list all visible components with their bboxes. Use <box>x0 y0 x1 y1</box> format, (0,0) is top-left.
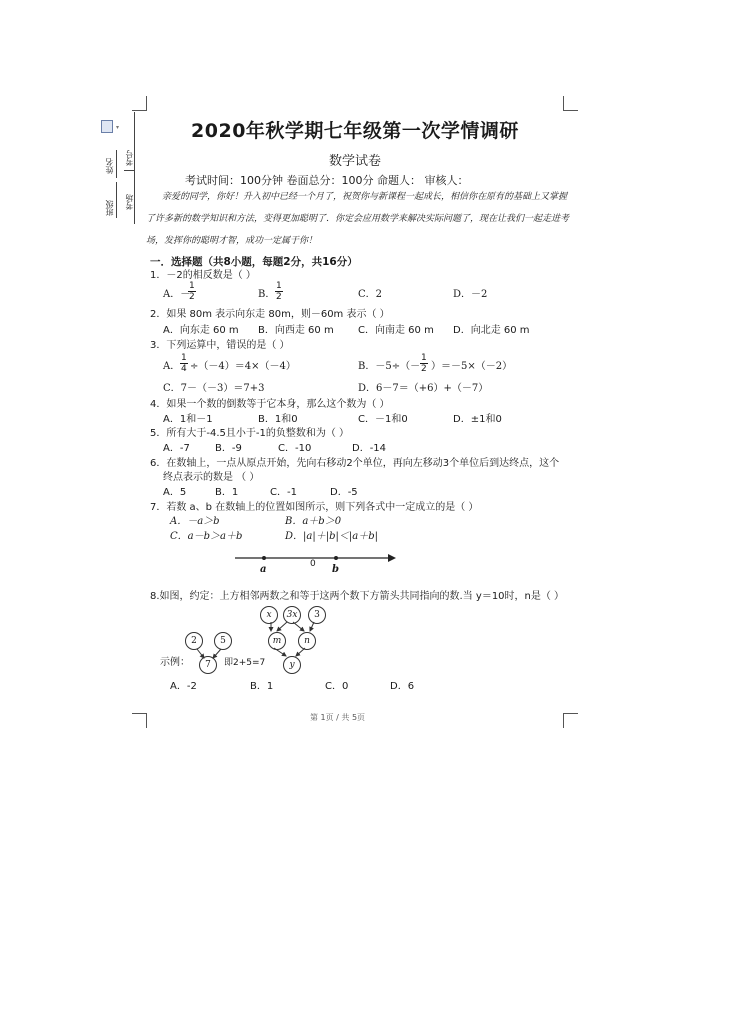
margin-label-exam-no: 考号 <box>125 150 134 166</box>
node-n: n <box>298 632 316 650</box>
crop-mark-bottom-left <box>132 713 147 728</box>
q3-option-b-pre: B．－5÷（－ <box>358 361 421 372</box>
number-line-label-b: b <box>332 564 339 575</box>
denominator: 4 <box>181 364 187 374</box>
node-3: 3 <box>308 606 326 624</box>
q3-option-a-label: A． <box>163 361 181 372</box>
q8-option-b: B．1 <box>250 681 274 692</box>
q6-option-c: C．-1 <box>270 487 297 498</box>
q3-option-b-fraction <box>420 353 428 374</box>
number-line-label-a: a <box>260 564 267 575</box>
crop-mark-bottom-right <box>563 713 578 728</box>
q1-option-b-fraction <box>275 281 283 302</box>
chevron-down-icon[interactable]: ▾ <box>116 124 120 131</box>
document-icon[interactable] <box>101 120 113 133</box>
number-line-label-zero: 0 <box>310 559 316 569</box>
margin-label-room: 考场 <box>125 194 134 210</box>
crop-mark-top-left <box>132 96 147 111</box>
q7-option-d: D．|a|＋|b|＜|a＋b| <box>285 531 378 542</box>
q4-option-a: A．1和－1 <box>163 414 213 425</box>
node-m: m <box>268 632 286 650</box>
q8-option-c: C．0 <box>325 681 349 692</box>
q6-option-a: A．5 <box>163 487 187 498</box>
q3-option-b-rest: ）＝－5×（－2） <box>431 361 513 372</box>
q1-option-b-label: B． <box>258 289 276 300</box>
q6-stem-line2: 终点表示的数是 （ ） <box>163 472 260 483</box>
example-node-5: 5 <box>214 632 232 650</box>
q2-stem: 2．如果 80m 表示向东走 80m，则－60m 表示（ ） <box>150 309 390 320</box>
q5-option-d: D．-14 <box>352 443 387 454</box>
q3-option-a-fraction <box>180 353 188 374</box>
q1-option-a-fraction <box>188 281 196 302</box>
exam-info: 考试时间：100分钟 卷面总分：100分 命题人： 审核人： <box>185 174 469 187</box>
margin-label-class: 班级 <box>105 200 114 216</box>
page-footer: 第 1页 / 共 5页 <box>310 713 366 722</box>
q3-option-a-rest: ÷（－4）＝4×（－4） <box>190 361 296 372</box>
q6-stem-line1: 6．在数轴上，一点从原点开始，先向右移动2个单位，再向左移动3个单位后到达终点，这个 <box>150 458 560 469</box>
page-title: 2020年秋学期七年级第一次学情调研 <box>191 120 519 142</box>
q1-stem: 1．－2的相反数是（ ） <box>150 270 256 281</box>
q2-option-c: C．向南走 60 m <box>358 325 434 336</box>
q5-option-a: A．-7 <box>163 443 190 454</box>
q3-option-d: D．6－7＝（+6）+（－7） <box>358 383 489 394</box>
margin-label-name: 姓名 <box>105 158 114 174</box>
q4-option-d: D．±1和0 <box>453 414 502 425</box>
q7-option-a: A．－a＞b <box>170 516 220 527</box>
q6-option-d: D．-5 <box>330 487 358 498</box>
q5-stem: 5．所有大于-4.5且小于-1的负整数和为（ ） <box>150 428 350 439</box>
numerator: 1 <box>421 353 427 363</box>
denominator: 2 <box>276 292 282 302</box>
q8-stem: 8.如图，约定：上方相邻两数之和等于这两个数下方箭头共同指向的数.当 y＝10时，n是（ ） <box>150 591 565 602</box>
q5-option-b: B．-9 <box>215 443 242 454</box>
example-node-2: 2 <box>185 632 203 650</box>
name-underline <box>116 150 117 178</box>
node-y: y <box>283 656 301 674</box>
q7-option-b: B．a＋b＞0 <box>285 516 342 527</box>
q1-option-d: D．－2 <box>453 289 488 300</box>
exam-no-underline <box>124 170 134 171</box>
q7-stem: 7．若数 a、b 在数轴上的位置如图所示，则下列各式中一定成立的是（ ） <box>150 502 479 513</box>
q4-stem: 4．如果一个数的倒数等于它本身，那么这个数为（ ） <box>150 399 390 410</box>
page-subtitle: 数学试卷 <box>328 154 381 169</box>
section-heading: 一．选择题（共8小题，每题2分，共16分） <box>150 256 358 268</box>
q7-option-c: C．a－b＞a＋b <box>170 531 243 542</box>
example-text: 即2+5=7 <box>224 658 266 668</box>
q2-option-d: D．向北走 60 m <box>453 325 530 336</box>
denominator: 2 <box>189 292 195 302</box>
q5-option-c: C．-10 <box>278 443 312 454</box>
q1-option-c: C．2 <box>358 289 383 300</box>
class-underline <box>116 182 117 218</box>
denominator: 2 <box>421 364 427 374</box>
q6-option-b: B．1 <box>215 487 239 498</box>
numerator: 1 <box>276 281 282 291</box>
numerator: 1 <box>189 281 195 291</box>
crop-mark-top-right <box>563 96 578 111</box>
q8-option-a: A．-2 <box>170 681 197 692</box>
q1-option-a-label: A．－ <box>163 289 191 300</box>
node-x: x <box>260 606 278 624</box>
q8-option-d: D．6 <box>390 681 415 692</box>
q2-option-a: A．向东走 60 m <box>163 325 239 336</box>
numerator: 1 <box>181 353 187 363</box>
q4-option-b: B．1和0 <box>258 414 298 425</box>
q2-option-b: B．向西走 60 m <box>258 325 334 336</box>
q4-option-c: C．－1和0 <box>358 414 408 425</box>
example-label: 示例： <box>160 657 190 668</box>
intro-paragraph: 亲爱的同学，你好！升入初中已经一个月了，祝贺你与新课程一起成长，相信你在原有的基础上又掌握了许多新的数学知识和方法，变得更加聪明了．你定会应用数学来解决实际问题了，现在让我们一起走进考场，发挥你的聪明才智，成功一定属于你！ <box>146 192 570 246</box>
node-3x: 3x <box>283 606 301 624</box>
example-node-7: 7 <box>199 656 217 674</box>
q3-stem: 3．下列运算中，错误的是（ ） <box>150 340 290 351</box>
q3-option-c: C．7－（－3）＝7+3 <box>163 383 265 394</box>
